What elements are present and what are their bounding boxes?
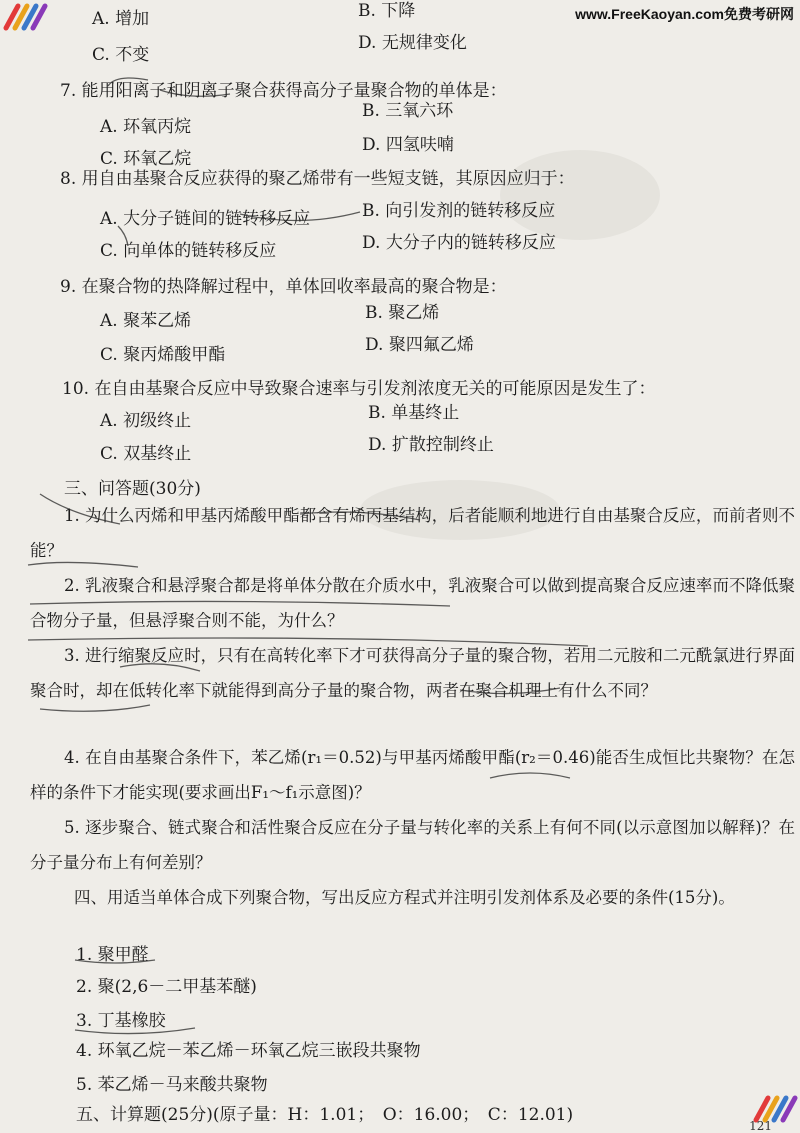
q8-stem: 8. 用自由基聚合反应获得的聚乙烯带有一些短支链，其原因应归于：	[60, 169, 575, 189]
section4-item-3: 3. 丁基橡胶	[76, 1011, 166, 1031]
q10-option-d: D. 扩散控制终止	[368, 435, 494, 455]
q7-stem: 7. 能用阳离子和阴离子聚合获得高分子量聚合物的单体是：	[60, 81, 507, 101]
page-number: 121	[749, 1119, 772, 1133]
q8-option-c: C. 向单体的链转移反应	[100, 241, 277, 261]
q7-option-c: C. 环氧乙烷	[100, 149, 192, 169]
q9-option-c: C. 聚丙烯酸甲酯	[100, 345, 226, 365]
section4-item-2: 2. 聚(2,6－二甲基苯醚)	[76, 977, 257, 997]
q6-option-d: D. 无规律变化	[358, 33, 467, 53]
q9-option-d: D. 聚四氟乙烯	[365, 335, 474, 355]
section3-q4: 4. 在自由基聚合条件下，苯乙烯(r₁＝0.52)与甲基丙烯酸甲酯(r₂＝0.46)能否生成恒比共聚物？在怎样的条件下才能实现(要求画出F₁～f₁示意图)？	[30, 748, 795, 802]
q9-option-b: B. 聚乙烯	[365, 303, 440, 323]
section3-q1: 1. 为什么丙烯和甲基丙烯酸甲酯都含有烯丙基结构，后者能顺利地进行自由基聚合反应，而前者则不能？	[30, 506, 795, 560]
section4-title: 四、用适当单体合成下列聚合物，写出反应方程式并注明引发剂体系及必要的条件(15分)。	[74, 888, 735, 907]
section5-title: 五、计算题(25分)(原子量：H：1.01； O：16.00； C：12.01)	[76, 1105, 574, 1125]
site-url: www.FreeKaoyan.com免费考研网	[575, 6, 794, 22]
q7-option-b: B. 三氧六环	[362, 101, 454, 121]
q10-option-b: B. 单基终止	[368, 403, 460, 423]
section3-q2: 2. 乳液聚合和悬浮聚合都是将单体分散在介质水中，乳液聚合可以做到提高聚合反应速率而不降低聚合物分子量，但悬浮聚合则不能，为什么？	[30, 576, 795, 630]
q10-stem: 10. 在自由基聚合反应中导致聚合速率与引发剂浓度无关的可能原因是发生了：	[62, 379, 656, 399]
q10-option-a: A. 初级终止	[100, 411, 192, 431]
section3-q3: 3. 进行缩聚反应时，只有在高转化率下才可获得高分子量的聚合物，若用二元胺和二元酰氯进行界面聚合时，却在低转化率下就能得到高分子量的聚合物，两者在聚合机理上有什么不同？	[30, 646, 795, 700]
section4-item-1: 1. 聚甲醛	[76, 945, 149, 965]
q9-option-a: A. 聚苯乙烯	[100, 311, 192, 331]
section4-item-4: 4. 环氧乙烷－苯乙烯－环氧乙烷三嵌段共聚物	[76, 1041, 421, 1061]
q8-option-a: A. 大分子链间的链转移反应	[100, 209, 311, 229]
q10-option-c: C. 双基终止	[100, 444, 192, 464]
q7-option-a: A. 环氧丙烷	[100, 117, 192, 137]
q7-option-d: D. 四氢呋喃	[362, 135, 454, 155]
q9-stem: 9. 在聚合物的热降解过程中，单体回收率最高的聚合物是：	[60, 277, 507, 297]
q6-option-a: A. 增加	[92, 9, 150, 29]
q8-option-d: D. 大分子内的链转移反应	[362, 233, 556, 253]
q6-option-c: C. 不变	[92, 45, 150, 65]
q6-option-b: B. 下降	[358, 1, 416, 21]
section3-q5: 5. 逐步聚合、链式聚合和活性聚合反应在分子量与转化率的关系上有何不同(以示意图加以解释)？在分子量分布上有何差别？	[30, 818, 795, 872]
section3-title: 三、问答题(30分)	[64, 479, 201, 499]
section4-item-5: 5. 苯乙烯－马来酸共聚物	[76, 1075, 268, 1095]
q8-option-b: B. 向引发剂的链转移反应	[362, 201, 556, 221]
